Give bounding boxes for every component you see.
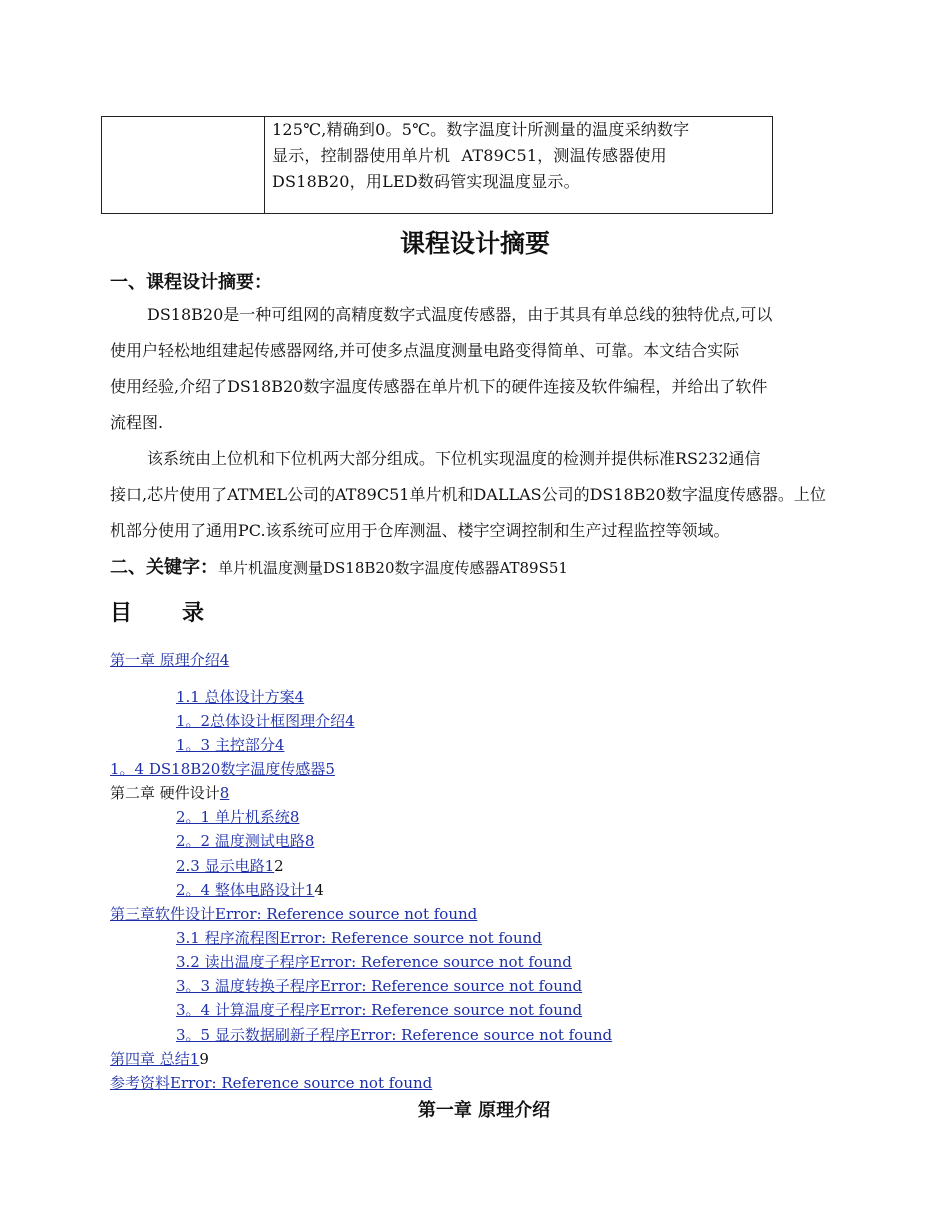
section-heading-keywords xyxy=(110,553,568,579)
toc-entry xyxy=(110,648,229,672)
paragraph-line: 使用户轻松地组建起传感器网络,并可使多点温度测量电路变得简单、可靠。本文结合实际 xyxy=(110,341,740,360)
toc-entry xyxy=(176,1023,612,1047)
paragraph-line: DS18B20是一种可组网的高精度数字式温度传感器，由于其具有单总线的独特优点,可以 xyxy=(147,305,773,324)
document-title: 课程设计摘要 xyxy=(399,229,550,258)
toc-entry xyxy=(176,974,582,998)
table-cell-line: 125℃,精确到0。5℃。数字温度计所测量的温度采纳数字 xyxy=(272,120,690,139)
toc-link[interactable]: 1。2总体设计框图理介绍4 xyxy=(176,712,355,730)
paragraph-line: 该系统由上位机和下位机两大部分组成。下位机实现温度的检测并提供标准RS232通信 xyxy=(147,449,761,468)
chapter-heading: 第一章 原理介绍 xyxy=(417,1100,551,1121)
paragraph-line: 接口,芯片使用了ATMEL公司的AT89C51单片机和DALLAS公司的DS18B20数字温度传感器。上位 xyxy=(110,485,826,504)
toc-entry xyxy=(110,781,229,805)
toc-entry xyxy=(176,805,299,829)
toc-plain-text: 第二章 硬件设计 xyxy=(110,784,220,802)
toc-link[interactable]: 3.2 读出温度子程序Error: Reference source not found xyxy=(176,953,572,971)
toc-link[interactable]: 第四章 总结1 xyxy=(110,1050,200,1068)
toc-entry xyxy=(176,854,284,878)
toc-page-digit: 9 xyxy=(199,1050,209,1068)
toc-title-char: 目 xyxy=(110,601,133,626)
toc-entry xyxy=(176,709,355,733)
toc-link[interactable]: 3.1 程序流程图Error: Reference source not found xyxy=(176,929,542,947)
section-heading-abstract: 一、课程设计摘要： xyxy=(110,272,272,293)
toc-page-digit: 4 xyxy=(314,881,324,899)
toc-entry xyxy=(110,902,477,926)
toc-entry xyxy=(176,878,324,902)
toc-link[interactable]: 3。4 计算温度子程序Error: Reference source not found xyxy=(176,1001,583,1019)
toc-entry xyxy=(176,733,284,757)
paragraph-line: 机部分使用了通用PC.该系统可应用于仓库测温、楼宇空调控制和生产过程监控等领域。 xyxy=(110,521,730,540)
table-right-cell xyxy=(272,117,766,195)
toc-entry xyxy=(176,829,314,853)
spec-table xyxy=(101,116,773,214)
paragraph-line: 流程图. xyxy=(110,413,164,432)
table-cell-line: 显示，控制器使用单片机 AT89C51，测温传感器使用 xyxy=(272,146,667,165)
toc-link[interactable]: 1。3 主控部分4 xyxy=(176,736,285,754)
toc-link[interactable]: 2。2 温度测试电路8 xyxy=(176,832,315,850)
toc-link[interactable]: 第一章 原理介绍4 xyxy=(110,651,230,669)
toc-link[interactable]: 2。4 整体电路设计1 xyxy=(176,881,315,899)
toc-page-digit: 2 xyxy=(274,857,284,875)
toc-entry xyxy=(176,998,582,1022)
toc-link[interactable]: 2。1 单片机系统8 xyxy=(176,808,300,826)
table-cell-line: DS18B20，用LED数码管实现温度显示。 xyxy=(272,172,580,191)
toc-entry xyxy=(176,685,304,709)
table-column-divider xyxy=(264,117,265,213)
toc-entry xyxy=(110,1071,432,1095)
abstract-paragraph-2 xyxy=(110,441,860,549)
toc-link[interactable]: 第三章软件设计Error: Reference source not found xyxy=(110,905,478,923)
toc-title-char: 录 xyxy=(182,601,205,626)
toc-link[interactable]: 2.3 显示电路1 xyxy=(176,857,275,875)
toc-link[interactable]: 3。3 温度转换子程序Error: Reference source not found xyxy=(176,977,583,995)
keywords-text: 单片机温度测量DS18B20数字温度传感器AT89S51 xyxy=(218,559,568,577)
toc-link[interactable]: 1.1 总体设计方案4 xyxy=(176,688,305,706)
toc-entry xyxy=(110,757,335,781)
paragraph-line: 使用经验,介绍了DS18B20数字温度传感器在单片机下的硬件连接及软件编程，并给出了软件 xyxy=(110,377,768,396)
toc-entry xyxy=(176,926,542,950)
toc-entry xyxy=(176,950,572,974)
toc-entry xyxy=(110,1047,209,1071)
toc-link[interactable]: 参考资料Error: Reference source not found xyxy=(110,1074,433,1092)
toc-link[interactable]: 1。4 DS18B20数字温度传感器5 xyxy=(110,760,335,778)
toc-link[interactable]: 8 xyxy=(219,784,230,802)
toc-title xyxy=(110,596,204,627)
keywords-label: 二、关键字： xyxy=(110,557,218,578)
toc-link[interactable]: 3。5 显示数据刷新子程序Error: Reference source not found xyxy=(176,1026,613,1044)
abstract-paragraph-1 xyxy=(110,297,860,441)
